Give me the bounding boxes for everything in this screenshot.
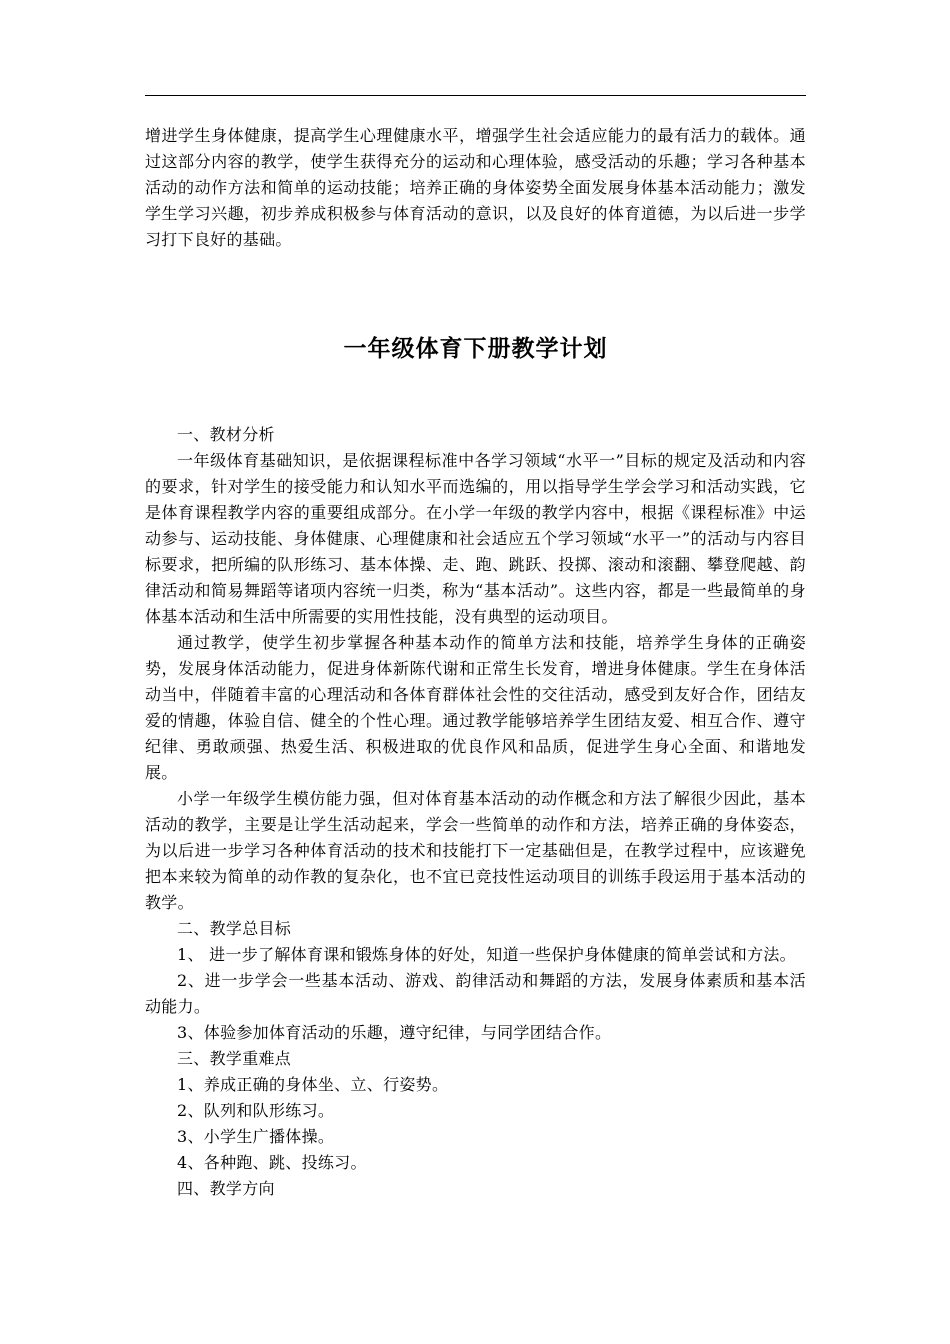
paragraph-material-analysis-2: 通过教学，使学生初步掌握各种基本动作的简单方法和技能，培养学生身体的正确姿势，发展身体活动能力，促进身体新陈代谢和正常生长发育，增进身体健康。学生在身体活动当中，伴随着丰富的心理活动和各体育群体社会性的交往活动，感受到友好合作，团结友爱的情趣，体验自信、健全的个性心理。通过教学能够培养学生团结友爱、相互合作、遵守纪律、勇敢顽强、热爱生活、积极进取的优良作风和品质，促进学生身心全面、和谐地发展。 [145,633,806,782]
intro-paragraph: 增进学生身体健康，提高学生心理健康水平，增强学生社会适应能力的最有活力的载体。通过这部分内容的教学，使学生获得充分的运动和心理体验，感受活动的乐趣；学习各种基本活动的动作方法和简单的运动技能；培养正确的身体姿势全面发展身体基本活动能力；激发学生学习兴趣，初步养成积极参与体育活动的意识，以及良好的体育道德，为以后进一步学习打下良好的基础。 [145,126,806,249]
document-body [145,422,806,1202]
section-heading-key-points: 三、教学重难点 [177,1049,292,1068]
goal-item-2: 2、进一步学会一些基本活动、游戏、韵律活动和舞蹈的方法，发展身体素质和基本活动能力。 [145,971,806,1016]
paragraph-material-analysis-3: 小学一年级学生模仿能力强，但对体育基本活动的动作概念和方法了解很少因此，基本活动的教学，主要是让学生活动起来，学会一些简单的动作和方法，培养正确的身体姿态，为以后进一步学习各种体育活动的技术和技能打下一定基础但是，在教学过程中，应该避免把本来较为简单的动作教的复杂化，也不宜已竞技性运动项目的训练手段运用于基本活动的教学。 [145,789,806,912]
header-rule [145,95,806,96]
section-heading-material-analysis: 一、教材分析 [177,425,275,444]
section-heading-overall-goals: 二、教学总目标 [177,919,292,938]
goal-item-1: 1、 进一步了解体育课和锻炼身体的好处，知道一些保护身体健康的简单尝试和方法。 [177,945,796,964]
page-title: 一年级体育下册教学计划 [343,336,608,362]
goal-item-3: 3、体验参加体育活动的乐趣，遵守纪律，与同学团结合作。 [177,1023,612,1042]
key-point-item-2: 2、队列和队形练习。 [177,1101,335,1120]
key-point-item-3: 3、小学生广播体操。 [177,1127,335,1146]
paragraph-material-analysis-1: 一年级体育基础知识，是依据课程标准中各学习领域“水平一”目标的规定及活动和内容的要求，针对学生的接受能力和认知水平而选编的，用以指导学生学会学习和活动实践，它是体育课程教学内容的重要组成部分。在小学一年级的教学内容中，根据《课程标准》中运动参与、运动技能、身体健康、心理健康和社会适应五个学习领域“水平一”的活动与内容目标要求，把所编的队形练习、基本体操、走、跑、跳跃、投掷、滚动和滚翻、攀登爬越、韵律活动和简易舞蹈等诸项内容统一归类，称为“基本活动”。这些内容，都是一些最简单的身体基本活动和生活中所需要的实用性技能，没有典型的运动项目。 [145,451,806,626]
section-heading-teaching-direction: 四、教学方向 [177,1179,275,1198]
key-point-item-1: 1、养成正确的身体坐、立、行姿势。 [177,1075,449,1094]
key-point-item-4: 4、各种跑、跳、投练习。 [177,1153,367,1172]
